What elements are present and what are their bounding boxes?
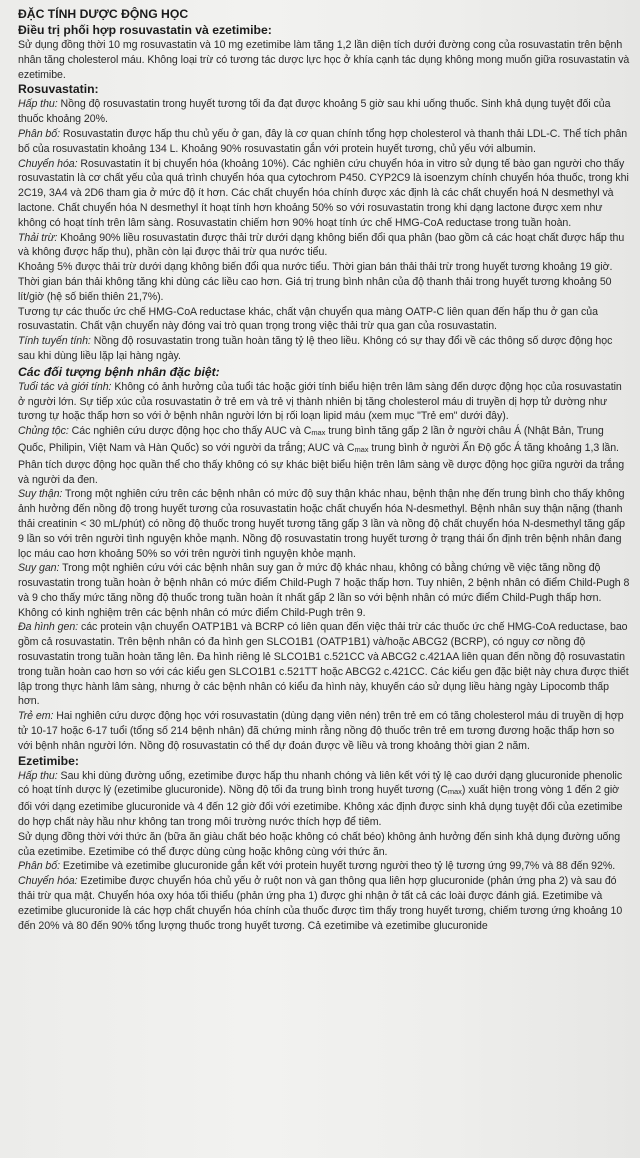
special-genetic-text: các protein vận chuyển OATP1B1 và BCRP có liên quan đến việc thải trừ các thuốc ức chế HMG-CoA reductase, bao gồm cả rosuvastatin. Trên bệnh nhân có đa hình gen SLCO1B1 (OATP1B1) và/hoặc ABCG2 (BCRP), có nguy cơ nồng độ rosuvastatin trong tuần hoàn tăng lên. Đa hình riêng lẻ SLCO1B1 c.521CC và ABCG2 c.421AA liên quan đến nồng độ rosuvastatin trong tuần hoàn cao hơn so với các kiểu gen SLCO1B1 c.521TT hoặc ABCG2 c.421CC. Các kiểu gen đặc biệt này chưa được thiết lập trong thực hành lâm sàng, nhưng ở các bệnh nhân có kiểu đa hình này, khuyến cáo sử dụng liều hàng ngày Lipocomb thấp hơn.: [18, 621, 629, 708]
special-genetic-label: Đa hình gen:: [18, 621, 79, 634]
rosu-elimination-3: Tương tự các thuốc ức chế HMG-CoA reductase khác, chất vận chuyển qua màng OATP-C liên quan đến hấp thu ở gan của rosuvastatin. Chất vận chuyển này đóng vai trò quan trọng trong việc thải trừ qua gan của rosuvastatin.: [18, 305, 598, 333]
combo-paragraph: Sử dụng đồng thời 10 mg rosuvastatin và 10 mg ezetimibe làm tăng 1,2 lần diện tích dưới đường cong của rosuvastatin trên bệnh nhân tăng cholesterol máu. Không loại trừ có tương tác dược lực học ở khía cạnh tác dụng không mong muốn giữa rosuvastatin và ezetimibe.: [18, 39, 630, 81]
rosu-absorption: [18, 97, 630, 127]
rosu-elimination: [18, 231, 630, 261]
eze-metabolism-label: Chuyển hóa:: [18, 875, 78, 888]
special-race-text-a: Các nghiên cứu dược động học cho thấy AUC và C: [68, 425, 312, 438]
eze-absorption-text-b: ) xuất hiện trong vòng 1 đến 2 giờ đối với dạng ezetimibe glucuronide và 4 đến 12 giờ đối với ezetimibe. Không xác định được sinh khả dụng tuyệt đối của ezetimibe do hợp chất này hầu như không tan trong môi trường nước thích hợp để tiêm.: [18, 784, 623, 829]
special-hepatic-label: Suy gan:: [18, 562, 60, 575]
eze-absorption: [18, 769, 630, 830]
eze-distribution: [18, 859, 630, 874]
special-race-text-b: trung bình tăng gấp 2 lần ở người châu Á (Nhật Bản, Trung Quốc, Philipin, Việt Nam và Hàn Quốc) so với người da trắng; AUC và C: [18, 425, 604, 454]
rosuvastatin-heading: Rosuvastatin:: [18, 82, 99, 97]
rosu-elimination-label: Thải trừ:: [18, 231, 58, 244]
eze-distribution-text: Ezetimibe và ezetimibe glucuronide gắn kết với protein huyết tương người theo tỷ lệ tương ứng 99,7% và 88 đến 92%.: [60, 860, 616, 873]
rosu-distribution-text: Rosuvastatin được hấp thu chủ yếu ở gan, đây là cơ quan chính tổng hợp cholesterol và thanh thải LDL-C. Thể tích phân bố của rosuvastatin khoảng 134 L. Khoảng 90% rosuvastatin gắn với protein huyết tương, chủ yếu với albumin.: [18, 127, 628, 155]
special-race-2: Phân tích dược động học quần thể cho thấy không có sự khác biệt biểu hiện trên lâm sàng về dược động học giữa người da trắng và người da đen.: [18, 458, 625, 486]
special-children-label: Trẻ em:: [18, 710, 54, 723]
rosu-linearity-label: Tính tuyến tính:: [18, 335, 91, 348]
eze-metabolism: [18, 874, 630, 933]
special-children: [18, 709, 630, 753]
special-race-label: Chủng tộc:: [18, 425, 69, 438]
special-populations-heading: Các đối tượng bệnh nhân đặc biệt:: [18, 364, 220, 379]
special-age-label: Tuổi tác và giới tính:: [18, 380, 112, 393]
eze-absorption-2: Sử dụng đồng thời với thức ăn (bữa ăn giàu chất béo hoặc không có chất béo) không ảnh hưởng đến sinh khả dụng đường uống của ezetimibe. Ezetimibe có thể được dùng cùng hoặc không cùng với thức ăn.: [18, 830, 621, 858]
special-race: [18, 424, 630, 458]
eze-distribution-label: Phân bố:: [18, 860, 61, 873]
rosu-metabolism: [18, 157, 630, 231]
ezetimibe-heading: Ezetimibe:: [18, 753, 79, 768]
rosu-linearity: [18, 334, 630, 364]
special-hepatic: [18, 561, 630, 605]
rosu-metabolism-text: Rosuvastatin ít bị chuyển hóa (khoảng 10%). Các nghiên cứu chuyển hóa in vitro sử dụng tế bào gan người cho thấy rosuvastatin là cơ chất yếu của quá trình chuyển hóa qua cytochrom P450. CYP2C9 là isoenzym chính chuyển hóa thuốc, trong khi 2C19, 3A4 và 2D6 tham gia ở mức độ ít hơn. Các chất chuyển hóa chính được xác định là các chất chuyển hoá N desmethyl và lactone. Chất chuyển hóa N desmethyl ít hoạt tính hơn khoảng 50% so với rosuvastatin trong khi dạng lactone được xem như không có hoạt tính trên lâm sàng. Rosuvastatin chiếm hơn 90% hoạt tính ức chế HMG-CoA reductase trong tuần hoàn.: [18, 157, 629, 229]
cmax-subscript: max: [447, 787, 462, 797]
special-renal-text: Trong một nghiên cứu trên các bệnh nhân có mức độ suy thận khác nhau, bệnh thận nhẹ đến trung bình cho thấy không ảnh hưởng đến nồng độ trong huyết tương của rosuvastatin hoặc chất chuyển hóa N-desmethyl. Bệnh nhân suy thận nặng (thanh thải creatinin < 30 mL/phút) có nồng độ thuốc trong huyết tương tăng gấp 3 lần và nồng độ chất chuyển hóa N-desmethyl tăng gấp 9 lần so với trên người tình nguyện khỏe mạnh. Nồng độ rosuvastatin trong huyết tương ở trạng thái ổn định trên bệnh nhân đang lọc máu cao hơn khoảng 50% so với trên người tình nguyện khỏe mạnh.: [18, 488, 625, 560]
special-genetic: [18, 620, 630, 709]
rosu-absorption-text: Nồng độ rosuvastatin trong huyết tương tối đa đạt được khoảng 5 giờ sau khi uống thuốc. Sinh khả dụng tuyệt đối của thuốc khoảng 20%.: [18, 98, 611, 126]
special-race-text-c: trung bình ở người Ấn Độ gốc Á tăng khoảng 1,3 lần.: [368, 441, 619, 454]
eze-absorption-text-a: Sau khi dùng đường uống, ezetimibe được hấp thu nhanh chóng và liên kết với tỷ lệ cao dưới dạng glucuronide phenolic có hoạt tính dược lý (ezetimibe glucuronide). Nồng độ tối đa trung bình trong huyết tương (C: [18, 769, 623, 797]
special-renal: [18, 487, 630, 561]
rosu-distribution: [18, 127, 630, 157]
section-title: ĐẶC TÍNH DƯỢC ĐỘNG HỌC: [18, 7, 189, 21]
special-hepatic-text: Trong một nghiên cứu với các bệnh nhân suy gan ở mức độ khác nhau, không có bằng chứng về việc tăng nồng độ rosuvastatin trong tuần hoàn ở bệnh nhân có mức điểm Child-Pugh 7 hoặc thấp hơn. Tuy nhiên, 2 bệnh nhân có điểm Child-Pugh 8 và 9 cho thấy mức tăng nồng độ thuốc trong tuần hoàn ít nhất gấp 2 lần so với bệnh nhân có mức điểm Child-Pugh thấp hơn.: [18, 562, 630, 604]
eze-metabolism-text: Ezetimibe được chuyển hóa chủ yếu ở ruột non và gan thông qua liên hợp glucuronide (phản ứng pha 2) và sau đó thải trừ qua mật. Chuyển hóa oxy hóa tối thiểu (phản ứng pha 1) được ghi nhận ở tất cả các loài được đánh giá. Ezetimibe và ezetimibe glucuronide là các hợp chất chuyển hóa chính của thuốc được tìm thấy trong huyết tương, chiếm tương ứng khoảng 10 đến 20% và 80 đến 90% tổng lượng thuốc trong huyết tương. Cả ezetimibe và ezetimibe glucuronide: [18, 875, 623, 932]
rosu-linearity-text: Nồng độ rosuvastatin trong tuần hoàn tăng tỷ lệ theo liều. Không có sự thay đổi về các thông số dược động học sau khi dùng liều lặp lại hàng ngày.: [18, 335, 613, 362]
rosu-elimination-text: Khoảng 90% liều rosuvastatin được thải trừ dưới dạng không biến đổi qua phân (bao gồm cả các hoạt chất được hấp thu và không được hấp thu), phần còn lại được thải trừ qua nước tiểu.: [18, 231, 625, 259]
rosu-elimination-2: Khoảng 5% được thải trừ dưới dạng không biến đổi qua nước tiểu. Thời gian bán thải thải trừ trong huyết tương khoảng 19 giờ. Thời gian bán thải không tăng khi dùng các liều cao hơn. Giá trị trung bình nhân của độ thanh thải trong huyết tương khoảng 50 lít/giờ (hệ số biến thiên 21,7%).: [18, 261, 613, 303]
special-hepatic-2: Không có kinh nghiệm trên các bệnh nhân có mức điểm Child-Pugh trên 9.: [18, 606, 366, 619]
rosu-metabolism-label: Chuyển hóa:: [18, 157, 78, 170]
cmax-subscript: max: [311, 428, 326, 438]
special-age-text: Không có ảnh hưởng của tuổi tác hoặc giới tính biểu hiện trên lâm sàng đến dược động học của rosuvastatin ở người lớn. Sự tiếp xúc của rosuvastatin ở trẻ em và trẻ vị thành nhiên bị tăng cholesterol máu di truyền dị hợp tử dường như tương tự hoặc thấp hơn so với ở bệnh nhân người lớn bị rối loạn lipid máu (xem mục "Trẻ em" dưới đây).: [18, 380, 622, 423]
rosu-absorption-label: Hấp thu:: [18, 98, 58, 111]
eze-absorption-label: Hấp thu:: [18, 769, 58, 782]
cmax-subscript: max: [354, 444, 369, 454]
special-renal-label: Suy thận:: [18, 488, 63, 501]
special-age: [18, 380, 630, 424]
rosu-distribution-label: Phân bố:: [18, 127, 61, 140]
combo-heading: Điều trị phối hợp rosuvastatin và ezetimibe:: [18, 23, 272, 37]
special-children-text: Hai nghiên cứu dược động học với rosuvastatin (dùng dạng viên nén) trên trẻ em có tăng cholesterol máu di truyền dị hợp tử 10-17 hoặc 6-17 tuổi (tổng số 214 bệnh nhân) đã chứng minh rằng nồng độ thuốc trên trẻ em tương đương hoặc thấp hơn so với bệnh nhân người lớn. Nồng độ rosuvastatin có thể dự đoán được về liều và trong khoảng thời gian 2 năm.: [18, 710, 624, 752]
